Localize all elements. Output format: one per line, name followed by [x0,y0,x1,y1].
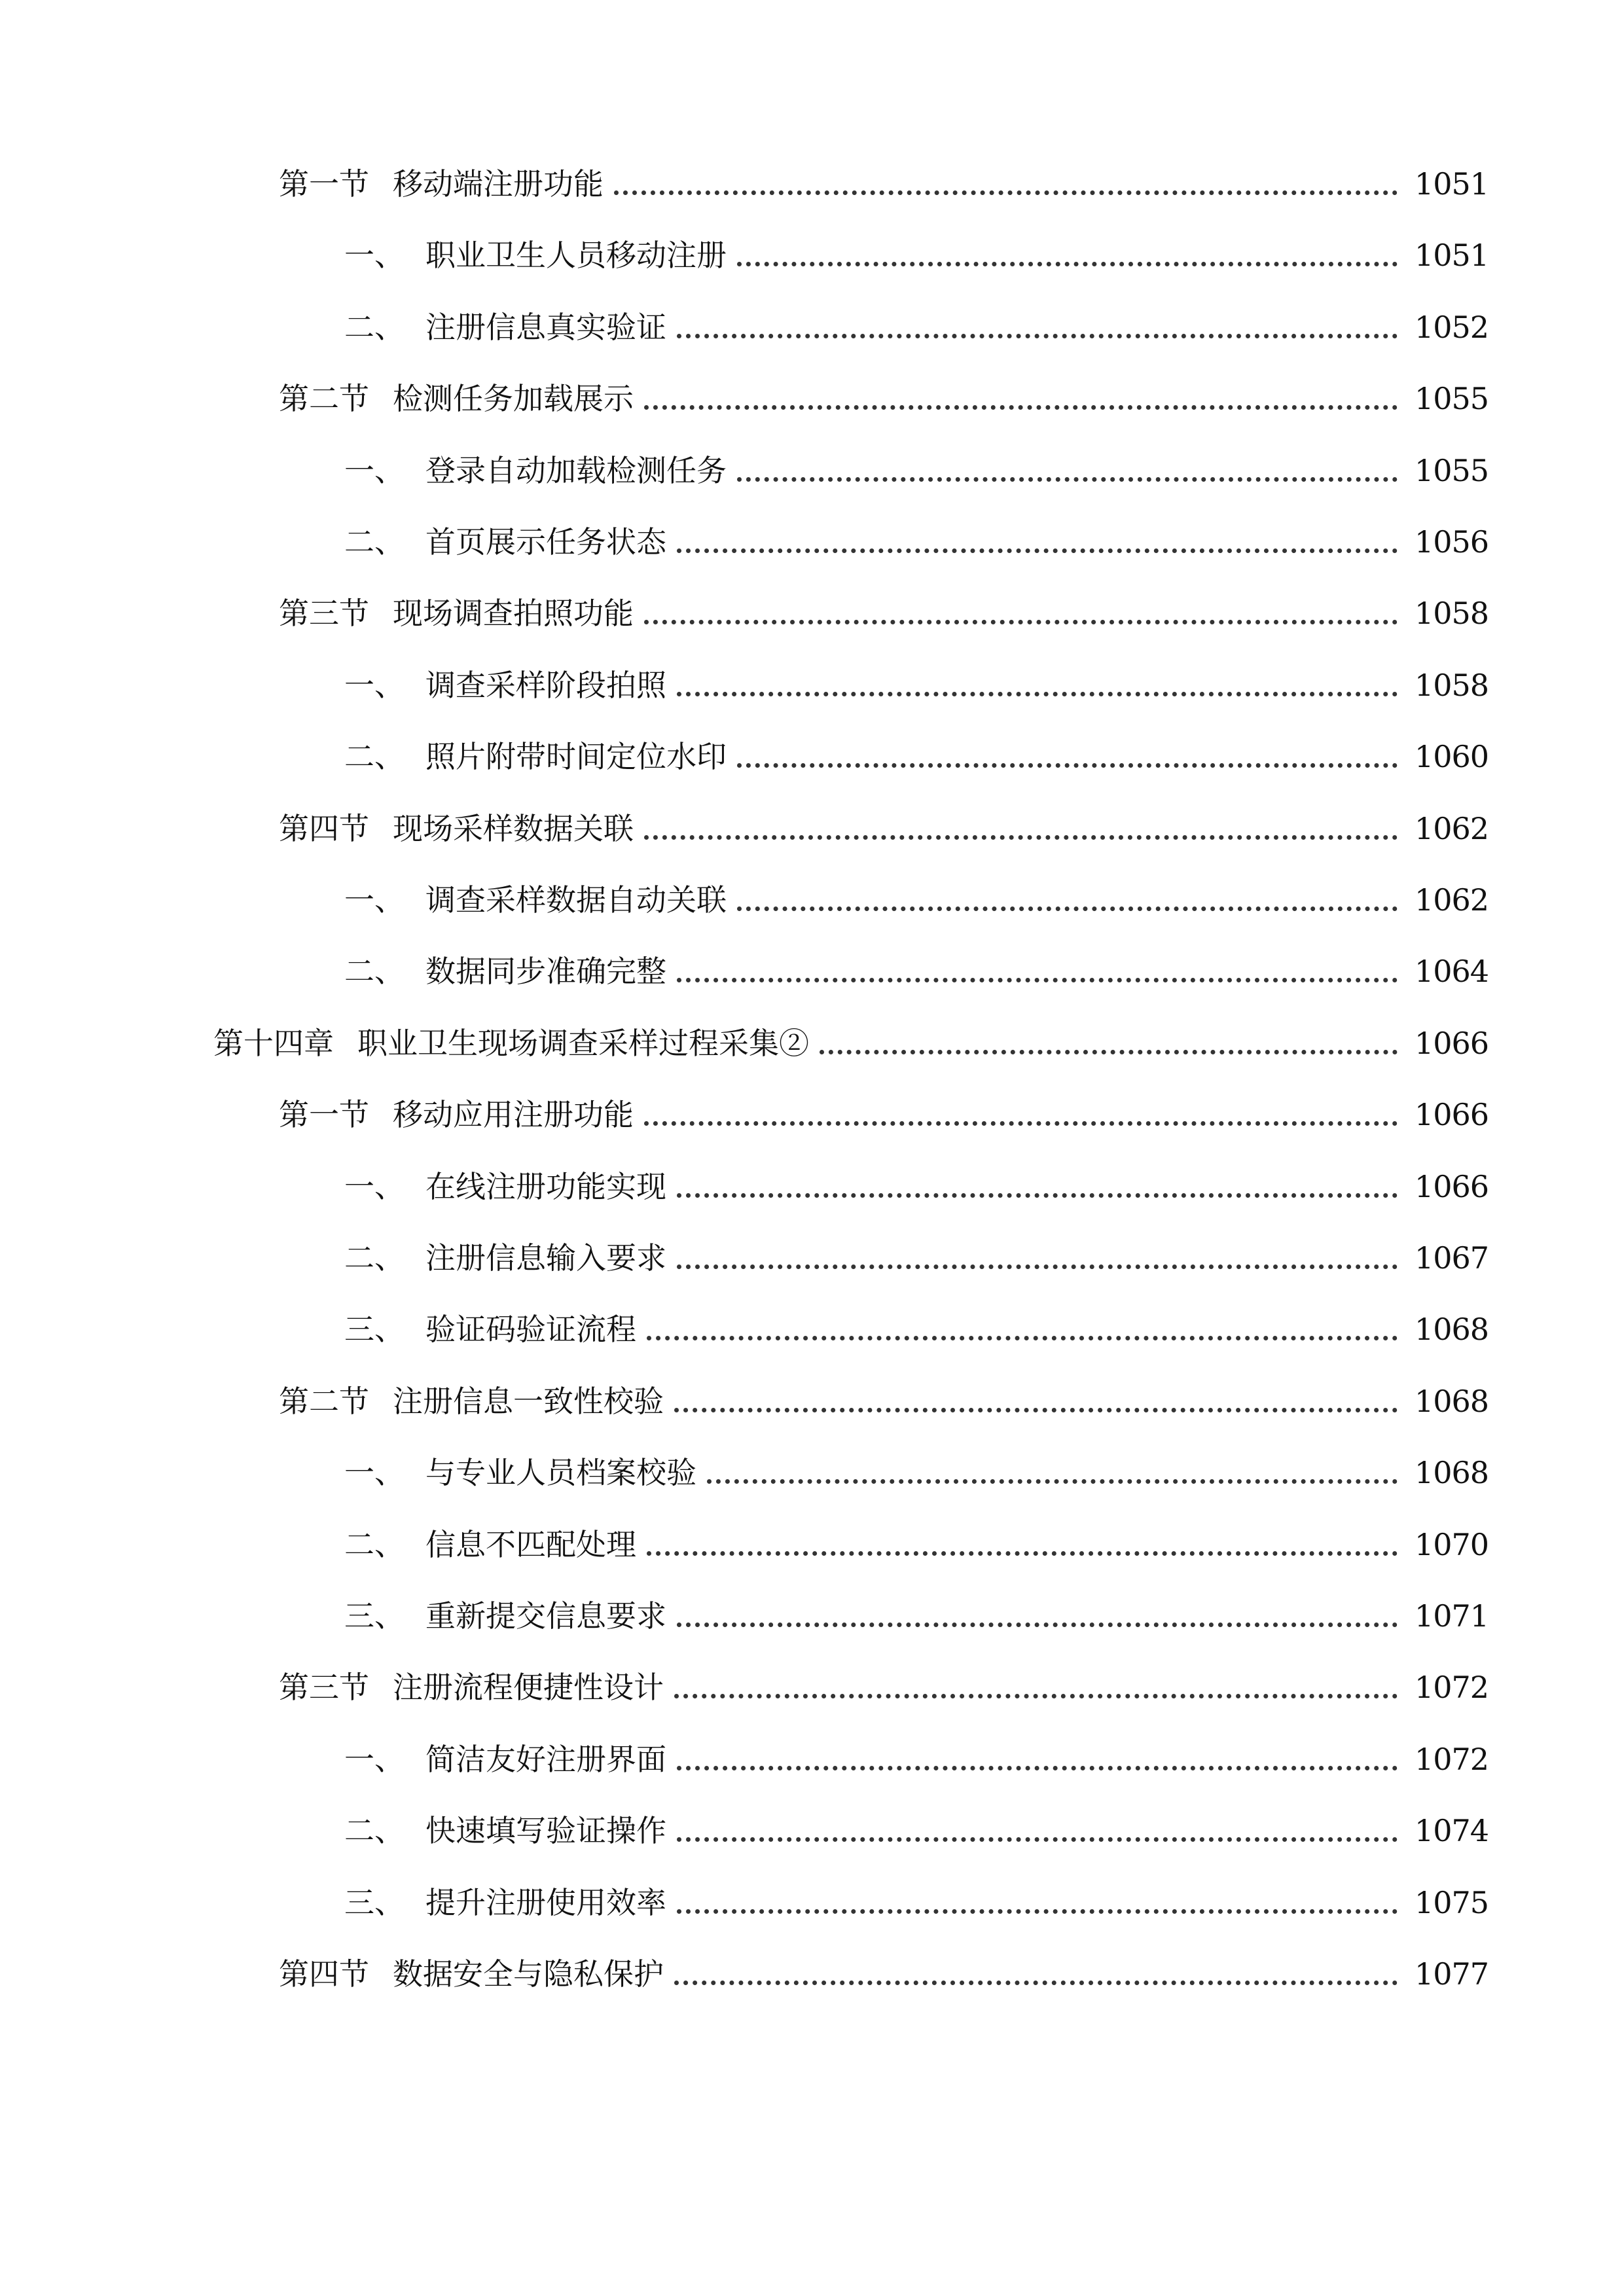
toc-entry-item[interactable] [344,1446,1489,1492]
toc-entry-item[interactable] [344,1732,1489,1778]
toc-entry-title: 注册信息一致性校验 [393,1384,664,1419]
toc-entry-title: 注册流程便捷性设计 [393,1670,664,1705]
toc-entry-number: 三、 [344,1312,405,1347]
toc-entry-title: 移动应用注册功能 [393,1097,634,1132]
toc-entry-chapter[interactable] [213,1016,1489,1062]
toc-entry-number: 二、 [344,1813,405,1848]
toc-entry-number: 一、 [344,882,405,918]
toc-entry-number: 二、 [344,954,405,989]
toc-entry-section[interactable] [279,372,1489,418]
dot-leader [677,1766,1398,1770]
toc-entry-item[interactable] [344,1518,1489,1564]
toc-entry-page-number: 1055 [1415,381,1489,416]
toc-entry-page-number: 1068 [1415,1312,1489,1347]
dot-leader [677,1265,1398,1269]
dot-leader [677,1623,1398,1627]
toc-entry-title: 现场采样数据关联 [393,811,634,846]
toc-entry-page-number: 1068 [1415,1455,1489,1490]
toc-entry-item[interactable] [344,228,1489,274]
toc-entry-title: 简洁友好注册界面 [425,1742,666,1777]
dot-leader [644,1121,1398,1126]
toc-entry-page-number: 1062 [1415,811,1489,846]
dot-leader [677,692,1398,696]
toc-entry-item[interactable] [344,444,1489,490]
toc-entry-number: 第二节 [279,381,369,416]
toc-entry-item[interactable] [344,1231,1489,1277]
toc-entry-title: 检测任务加载展示 [393,381,634,416]
toc-entry-number: 一、 [344,1455,405,1490]
toc-entry-title: 首页展示任务状态 [425,524,666,560]
toc-entry-section[interactable] [279,157,1489,203]
toc-entry-page-number: 1070 [1415,1527,1489,1562]
toc-entry-title: 注册信息真实验证 [425,310,666,345]
dot-leader [674,1408,1398,1412]
toc-entry-page-number: 1056 [1415,524,1489,560]
toc-entry-number: 二、 [344,310,405,345]
toc-entry-title: 职业卫生人员移动注册 [425,238,727,273]
toc-entry-number: 一、 [344,668,405,703]
toc-entry-item[interactable] [344,1160,1489,1206]
dot-leader [677,1909,1398,1914]
dot-leader [737,262,1398,266]
dot-leader [647,1551,1398,1556]
toc-entry-item[interactable] [344,944,1489,990]
dot-leader [677,978,1398,982]
toc-entry-item[interactable] [344,300,1489,346]
toc-entry-title: 照片附带时间定位水印 [425,739,727,774]
toc-entry-number: 一、 [344,1742,405,1777]
toc-entry-page-number: 1066 [1415,1026,1489,1061]
toc-entry-title: 调查采样阶段拍照 [425,668,666,703]
toc-entry-section[interactable] [279,1660,1489,1706]
dot-leader [737,906,1398,911]
toc-entry-title: 注册信息输入要求 [425,1240,666,1276]
toc-entry-page-number: 1067 [1415,1240,1489,1276]
toc-entry-page-number: 1066 [1415,1097,1489,1132]
toc-entry-section[interactable] [279,586,1489,632]
toc-entry-page-number: 1052 [1415,310,1489,345]
toc-entry-item[interactable] [344,515,1489,561]
toc-entry-page-number: 1068 [1415,1384,1489,1419]
toc-entry-title: 现场调查拍照功能 [393,596,634,631]
toc-entry-number: 二、 [344,1240,405,1276]
toc-entry-number: 第一节 [279,166,369,202]
toc-entry-number: 一、 [344,238,405,273]
toc-entry-page-number: 1071 [1415,1598,1489,1634]
toc-entry-page-number: 1066 [1415,1169,1489,1204]
toc-entry-number: 二、 [344,1527,405,1562]
toc-entry-title: 验证码验证流程 [425,1312,636,1347]
dot-leader [614,190,1398,195]
toc-entry-number: 二、 [344,739,405,774]
toc-entry-page-number: 1058 [1415,596,1489,631]
toc-entry-section[interactable] [279,802,1489,848]
toc-entry-item[interactable] [344,1876,1489,1922]
dot-leader [820,1050,1398,1054]
toc-entry-title: 提升注册使用效率 [425,1885,666,1920]
toc-entry-page-number: 1058 [1415,668,1489,703]
toc-entry-page-number: 1064 [1415,954,1489,989]
toc-entry-title: 与专业人员档案校验 [425,1455,696,1490]
toc-entry-item[interactable] [344,1302,1489,1348]
toc-entry-title: 登录自动加载检测任务 [425,453,727,488]
toc-entry-page-number: 1062 [1415,882,1489,918]
dot-leader [644,620,1398,624]
toc-entry-number: 第三节 [279,1670,369,1705]
dot-leader [737,477,1398,482]
toc-entry-title: 快速填写验证操作 [425,1813,666,1848]
toc-entry-item[interactable] [344,873,1489,919]
toc-entry-number: 二、 [344,524,405,560]
dot-leader [647,1336,1398,1340]
toc-entry-page-number: 1075 [1415,1885,1489,1920]
toc-entry-number: 三、 [344,1598,405,1634]
toc-entry-title: 在线注册功能实现 [425,1169,666,1204]
dot-leader [674,1981,1398,1985]
toc-entry-title: 调查采样数据自动关联 [425,882,727,918]
dot-leader [677,548,1398,553]
toc-entry-title: 职业卫生现场调查采样过程采集② [357,1026,809,1061]
toc-entry-page-number: 1055 [1415,453,1489,488]
toc-entry-title: 数据同步准确完整 [425,954,666,989]
toc-entry-number: 第十四章 [213,1026,334,1061]
toc-entry-number: 第三节 [279,596,369,631]
toc-entry-title: 重新提交信息要求 [425,1598,666,1634]
dot-leader [737,763,1398,768]
toc-entry-title: 移动端注册功能 [393,166,604,202]
toc-entry-title: 数据安全与隐私保护 [393,1956,664,1992]
toc-entry-page-number: 1072 [1415,1670,1489,1705]
dot-leader [674,1694,1398,1698]
dot-leader [677,1837,1398,1842]
dot-leader [644,405,1398,410]
toc-entry-section[interactable] [279,1088,1489,1134]
toc-entry-page-number: 1051 [1415,238,1489,273]
toc-entry-page-number: 1077 [1415,1956,1489,1992]
toc-entry-item[interactable] [344,1589,1489,1635]
dot-leader [644,835,1398,840]
toc-entry-number: 一、 [344,1169,405,1204]
dot-leader [677,334,1398,338]
dot-leader [677,1193,1398,1198]
toc-entry-page-number: 1072 [1415,1742,1489,1777]
toc-entry-number: 第四节 [279,1956,369,1992]
toc-entry-number: 第四节 [279,811,369,846]
toc-entry-number: 第一节 [279,1097,369,1132]
toc-entry-page-number: 1060 [1415,739,1489,774]
dot-leader [707,1479,1398,1484]
toc-entry-item[interactable] [344,1804,1489,1850]
toc-entry-number: 一、 [344,453,405,488]
toc-entry-page-number: 1051 [1415,166,1489,202]
toc-entry-number: 第二节 [279,1384,369,1419]
toc-entry-title: 信息不匹配处理 [425,1527,636,1562]
toc-entry-number: 三、 [344,1885,405,1920]
toc-entry-item[interactable] [344,730,1489,776]
toc-entry-page-number: 1074 [1415,1813,1489,1848]
toc-entry-item[interactable] [344,658,1489,704]
toc-entry-section[interactable] [279,1374,1489,1420]
toc-entry-section[interactable] [279,1947,1489,1993]
